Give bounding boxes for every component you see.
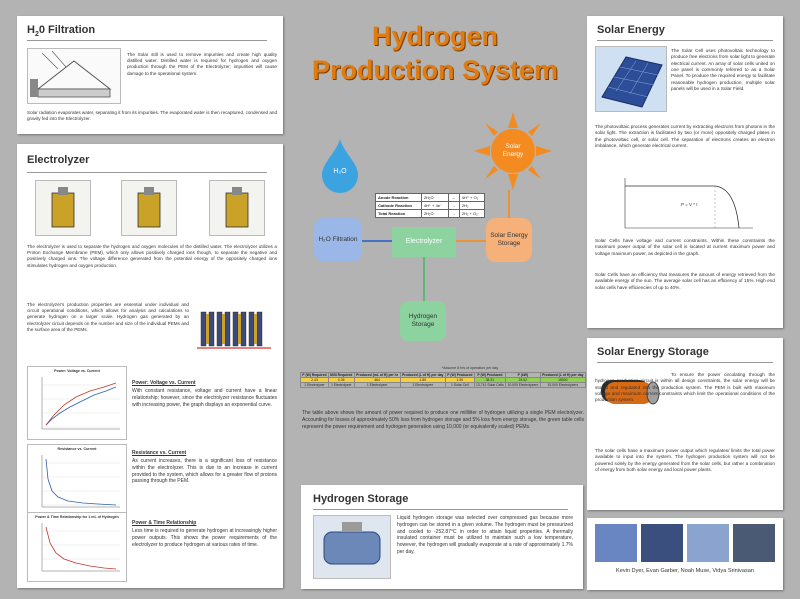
- power-table-value: 464: [354, 378, 400, 383]
- author-names: Kevin Dyer, Evan Garber, Noah Muse, Vidya Srinivasan: [616, 568, 754, 574]
- hydrogen-storage-heading: Hydrogen Storage: [313, 493, 409, 505]
- iv-curve-graph: [611, 172, 759, 234]
- hydrogen-tank-image: [313, 515, 391, 579]
- power-table-footer: 10,000 Electrolyzers: [540, 383, 585, 388]
- power-table-footer: 1 Electrolyzer: [354, 383, 400, 388]
- power-table-footer: 1 Electrolyzer: [328, 383, 354, 388]
- power-table-caption: *Assume 8 hrs of operation per day: [441, 366, 499, 370]
- power-table-header: P (kW): [506, 373, 540, 378]
- reaction-row: [376, 194, 485, 202]
- h2o-drop-label: H₂O: [333, 168, 347, 176]
- solar-panel-image: [595, 46, 667, 112]
- reaction-row: [376, 202, 485, 210]
- h2o-filtration-panel: [17, 16, 283, 134]
- time-text: Less time is required to generate hydrogen at increasingly higher power outputs. This shows the power requirements of the electrolyzer to produce hydrogen at various rates of time.: [132, 528, 277, 548]
- arrow-electrolyzer-hstorage: [423, 257, 425, 301]
- power-table: [300, 372, 586, 388]
- authors-panel: [587, 518, 783, 590]
- reaction-left: 4H⁺ + 4e⁻: [421, 202, 448, 210]
- arrow-solar-storage: [508, 190, 510, 218]
- power-table-header: Produced (L of H) per day: [540, 373, 585, 378]
- hydrogen-storage-panel: [301, 485, 583, 589]
- electrolyzer-para2: The electrolyzer's production properties are essential under individual and circuit operational conditions, which allows for analysis and calculations to generate hydrogen on a larger scale. Hydrogen gas generated by an electrolyzer circuit depends on the number and size of the individual PEMs and the surface area of the PEMs.: [27, 302, 189, 332]
- solar-energy-panel: [587, 16, 783, 328]
- author-photo-3: [687, 524, 729, 562]
- reaction-arrow: →: [449, 194, 460, 202]
- reaction-right: 4H⁺ + O₂: [459, 194, 484, 202]
- reaction-left: 2H₂O: [421, 194, 448, 202]
- power-table-header: P (W) Required: [302, 373, 327, 377]
- power-table-header: P (W) Produced: [474, 373, 505, 378]
- h2o-filtration-para1: The Solar still is used to remove impurities and create high quality distilled water. Distilled water is required for hydrogen and oxygen production through the PEM of the Electrolyzer; impurities will cause damage to the operational system.: [127, 52, 277, 76]
- chart2-title: Resistance vs. Current: [57, 447, 97, 451]
- power-table-header: P (W) Produced: [447, 373, 473, 377]
- author-photo-4: [733, 524, 775, 562]
- chart1-title: Power: Voltage vs. Current: [54, 369, 100, 373]
- power-table-footer: 13,741 Solar Cells: [476, 383, 504, 387]
- solar-still-diagram: [27, 48, 121, 104]
- reaction-table: [375, 193, 485, 218]
- power-table-value: 2.43: [301, 378, 329, 383]
- sun-label: Solar Energy: [502, 142, 524, 158]
- chart3-title: Power & Time Relationship for 1 mL of Hydrogen: [35, 515, 119, 519]
- reaction-name: Total Reaction: [376, 210, 422, 218]
- reaction-right: 2H₂ + O₂: [459, 210, 484, 218]
- power-time-chart: [27, 512, 127, 582]
- electrolyzer-node: Electrolyzer: [392, 227, 456, 257]
- power-table-paragraph: The table above shows the amount of power required to produce one milliliter of hydrogen utilizing a single PEM electrolyzer. Accounting for losses of approximately 50% loss from hydrogen storage and 5% loss from energy storage, the green table cells represent the power requirement and hydrogen generation using 10,000 (or equivalently scaled) PEMs.: [302, 410, 584, 430]
- iv-graph-label: P = V * I: [681, 202, 698, 207]
- reaction-name: Cathode Reaction: [376, 202, 422, 210]
- solar-storage-para1: To ensure the power circulating through the hydrogen production circuit is within all design constraints, the solar energy will be stored and regulated into the production system. The PEM is built with maximum voltage and maximum current constraints which limit the operational conditions of the production system.: [595, 372, 775, 403]
- title-line2: Production System: [311, 54, 559, 85]
- author-photo-2: [641, 524, 683, 562]
- power-table-value: 24.52: [506, 378, 540, 383]
- solar-energy-para3: Solar Cells have voltage and current constraints. Within these constraints the maximum power output of the solar cell is located at current maximum power and voltage maximum power, as depicted in the graph.: [595, 238, 775, 256]
- author-photos: [595, 524, 775, 562]
- power-table-header: Produced (L of H) per day: [402, 373, 444, 377]
- reaction-arrow: →: [449, 202, 460, 210]
- power-table-value: 1.55: [445, 378, 474, 383]
- power-table-footer: 10,000 Electrolyzers: [507, 383, 539, 387]
- arrow-storage-electrolyzer: [456, 240, 486, 242]
- solar-energy-para4: Solar Cells have an efficiency that measures the amount of energy retrieved from the available energy of the sun. The average solar cell has an efficiency of 15%. High end solar cells have efficiencies of up to 40%.: [595, 272, 775, 290]
- power-table-value: 0.35: [328, 378, 354, 383]
- electrolyzer-photo-1: [35, 180, 91, 236]
- power-table-header: Milli Required: [330, 373, 353, 377]
- pem-stack-image: [195, 304, 275, 354]
- title-line1: Hydrogen: [371, 21, 498, 51]
- power-table-header: Produced (mL of H) per hr: [356, 373, 399, 377]
- electrolyzer-heading: Electrolyzer: [27, 154, 90, 166]
- h2o-filtration-heading: $H_20$ Filtration: [27, 24, 96, 39]
- power-table-value: 18500: [540, 378, 585, 383]
- reaction-arrow: →: [449, 210, 460, 218]
- solar-storage-panel: [587, 338, 783, 510]
- power-table-footer: 1 Electrolyzer: [400, 383, 445, 388]
- power-text: With constant resistance, voltage and current have a linear relationship; however, since the electrolyzer resistance fluctuates with increasing power, the graph displays an exponential curve.: [132, 388, 277, 408]
- resistance-title: Resistance vs. Current: [132, 450, 187, 456]
- solar-energy-heading: Solar Energy: [597, 24, 665, 36]
- hydrogen-storage-node: Hydrogen Storage: [400, 301, 446, 341]
- electrolyzer-photo-3: [209, 180, 265, 236]
- time-title: Power & Time Relationship: [132, 520, 197, 526]
- power-table-footer: 1 Solar Cell: [445, 383, 474, 388]
- solar-storage-heading: Solar Energy Storage: [597, 346, 709, 358]
- power-voltage-current-chart: [27, 366, 127, 440]
- power-table-value: 1.85: [400, 378, 445, 383]
- solar-energy-para1: The Solar Cell uses photovoltaic technology to produce free electrons from solar light to generate electrical current. An array of solar cells united on one panel is commonly referred to as a Solar Panel. To produce the required energy to facilitate reasonable hydrogen production, multiple solar panels will be used in a Solar Field.: [671, 48, 775, 92]
- reaction-row: [376, 210, 485, 218]
- electrolyzer-panel: [17, 144, 283, 588]
- reaction-name: Anode Reaction: [376, 194, 422, 202]
- solar-storage-para2: The solar cells have a maximum power output which regulates/ limits the total power available to input into the system. The hydrogen production system will not be powered solely by the energy generated from the solar cells, but rather a combination of energy from both solar energy and local power plants.: [595, 448, 775, 473]
- resistance-text: As current increases, there is a significant loss of resistance within the electrolyzer. This is due to an increase in current provided to the system, which allows for a greater flow of protons passing through the PEM.: [132, 458, 277, 485]
- power-table-footer: 1 Electrolyzer: [301, 383, 329, 388]
- hydrogen-storage-text: Liquid hydrogen storage was selected over compressed gas because more hydrogen can be stored in a given volume. The hydrogen must be pressurized and cooled to -252.87°C in order to attain liquid properties. A thermally insulated container must be utilized to maintain such a low temperature, however, the hydrogen will gradually evaporate at a rate of approximately 1.7% per day.: [397, 515, 573, 555]
- h2o-filtration-para2: Solar radiation evaporates water, separating it from its impurities. The evaporated water is then recaptured, condensed and gravity fed into the Electrolyzer.: [27, 110, 277, 122]
- h2o-filtration-node: H₂O Filtration: [314, 218, 362, 262]
- electrolyzer-photo-2: [121, 180, 177, 236]
- electrolyzer-para1: The electrolyzer is used to separate the hydrogen and oxygen molecules of the distilled water. The electrolyzer utilizes a Proton Exchange Membrane (PEM), which only allows positively charged ions though, to separate the negative and positively charged ions. The voltage difference generated from the potential energy of the oppositely charged ions stimulates hydrogen and oxygen production.: [27, 244, 277, 268]
- reaction-left: 2H₂O: [421, 210, 448, 218]
- solar-storage-node: Solar Energy Storage: [486, 218, 532, 262]
- author-photo-1: [595, 524, 637, 562]
- reaction-right: 2H₂: [459, 202, 484, 210]
- poster-title: [290, 20, 580, 88]
- power-title: Power: Voltage vs. Current: [132, 380, 196, 386]
- solar-energy-para2: The photovoltaic process generates current by extracting electrons from photons in the solar light. The extraction is facilitated by two (or more) oppositely charged plates in the photovoltaic cell, or solar cell. The separation of electrons creates an electron imbalance, which generate electrical current.: [595, 124, 775, 149]
- power-table-value: 38.31: [474, 378, 505, 383]
- arrow-filtration-electrolyzer: [362, 240, 392, 242]
- resistance-current-chart: [27, 444, 127, 518]
